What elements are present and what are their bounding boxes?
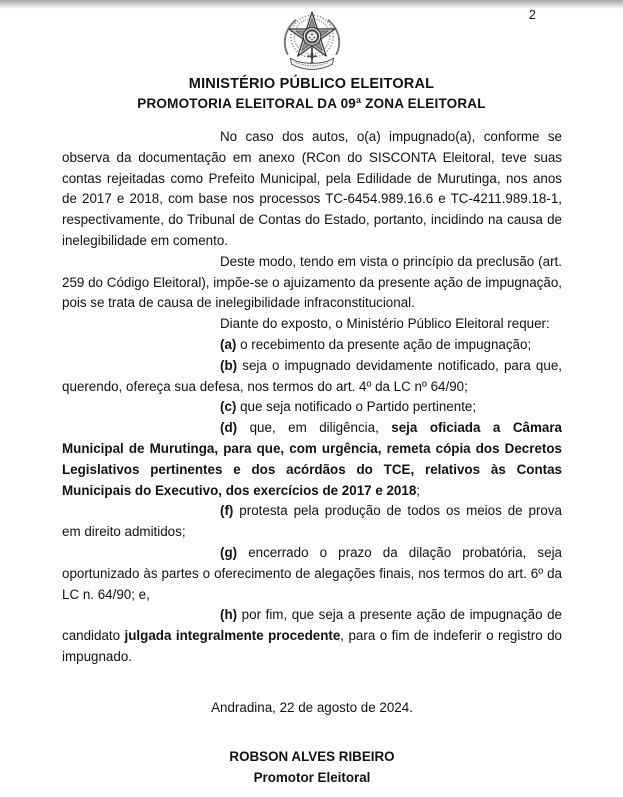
- request-item-h: [62, 605, 562, 667]
- item-d-bold-text: seja oficiada a Câmara Municipal de Murutinga, para que, com urgência, remeta cópia dos Decretos Legislativos pertinentes e dos acórdãos do TCE, relativos às Contas Municipais do Executivo, dos exercícios de 2017 e 2018: [62, 420, 562, 498]
- header-org-title: MINISTÉRIO PÚBLICO ELEITORAL: [188, 76, 435, 92]
- item-h-lead: por fim, que seja a presente ação de impugnação de candidato: [62, 607, 562, 644]
- paragraph-case-facts: No caso dos autos, o(a) impugnado(a), conforme se observa da documentação em anexo (RCon do SISCONTA Eleitoral, teve suas contas rejeitadas como Prefeito Municipal, pela Edilidade de Murutinga, nos anos de 2017 e 2018, com base nos processos TC-6454.989.16.6 e TC-4211.989.18-1, respectivamente, do Tribunal de Contas do Estado, portanto, incidindo na causa de inelegibilidade em comento.: [62, 129, 562, 248]
- item-b-text: seja o impugnado devidamente notificado, para que, querendo, ofereça sua defesa, nos termos do art. 4º da LC nº 64/90;: [62, 357, 562, 394]
- brazil-coat-of-arms-icon: [278, 9, 346, 72]
- request-item-a: [62, 335, 562, 356]
- page-number: 2: [528, 7, 536, 22]
- item-h-bold-text: julgada integralmente procedente: [124, 628, 341, 644]
- item-g-label: (g): [220, 544, 238, 560]
- item-b-label: (b): [220, 357, 238, 373]
- item-d-label: (d): [220, 420, 238, 436]
- item-f-text: protesta pela produção de todos os meios de prova em direito admitidos;: [62, 503, 562, 540]
- request-item-f: [62, 501, 562, 543]
- item-f-label: (f): [220, 503, 234, 519]
- item-h-label: (h): [220, 607, 238, 623]
- item-a-text: o recebimento da presente ação de impugnação;: [236, 336, 532, 352]
- item-d-tail: ;: [416, 482, 421, 498]
- signature-name: ROBSON ALVES RIBEIRO: [229, 748, 395, 764]
- item-c-text: que seja notificado o Partido pertinente;: [236, 399, 477, 415]
- document-body: [62, 127, 562, 788]
- item-d-lead: que, em diligência,: [237, 420, 392, 436]
- signature-block: [62, 746, 562, 788]
- paragraph-request-intro: Diante do exposto, o Ministério Público Eleitoral requer:: [220, 316, 550, 332]
- request-item-d: [62, 418, 562, 501]
- request-item-g: [62, 543, 562, 605]
- item-c-label: (c): [220, 399, 237, 415]
- request-item-c: [62, 397, 562, 418]
- request-item-b: [62, 356, 562, 398]
- paragraph-preclusion: Deste modo, tendo em vista o princípio da preclusão (art. 259 do Código Eleitoral), impõe-se o ajuizamento da presente ação de impugnação, pois se trata de causa de inelegibilidade infraconstitucional.: [62, 253, 562, 311]
- item-h-tail: , para o fim de indeferir o registro do impugnado.: [62, 628, 562, 664]
- signature-role: Promotor Eleitoral: [253, 769, 371, 785]
- item-g-text: encerrado o prazo da dilação probatória, seja oportunizado às partes o oferecimento de alegações finais, nos termos do art. 6º da LC n. 64/90; e,: [62, 544, 562, 602]
- header-unit-title: PROMOTORIA ELEITORAL DA 09ª ZONA ELEITORAL: [137, 96, 486, 111]
- item-a-label: (a): [220, 336, 237, 352]
- dateline: Andradina, 22 de agosto de 2024.: [211, 699, 413, 715]
